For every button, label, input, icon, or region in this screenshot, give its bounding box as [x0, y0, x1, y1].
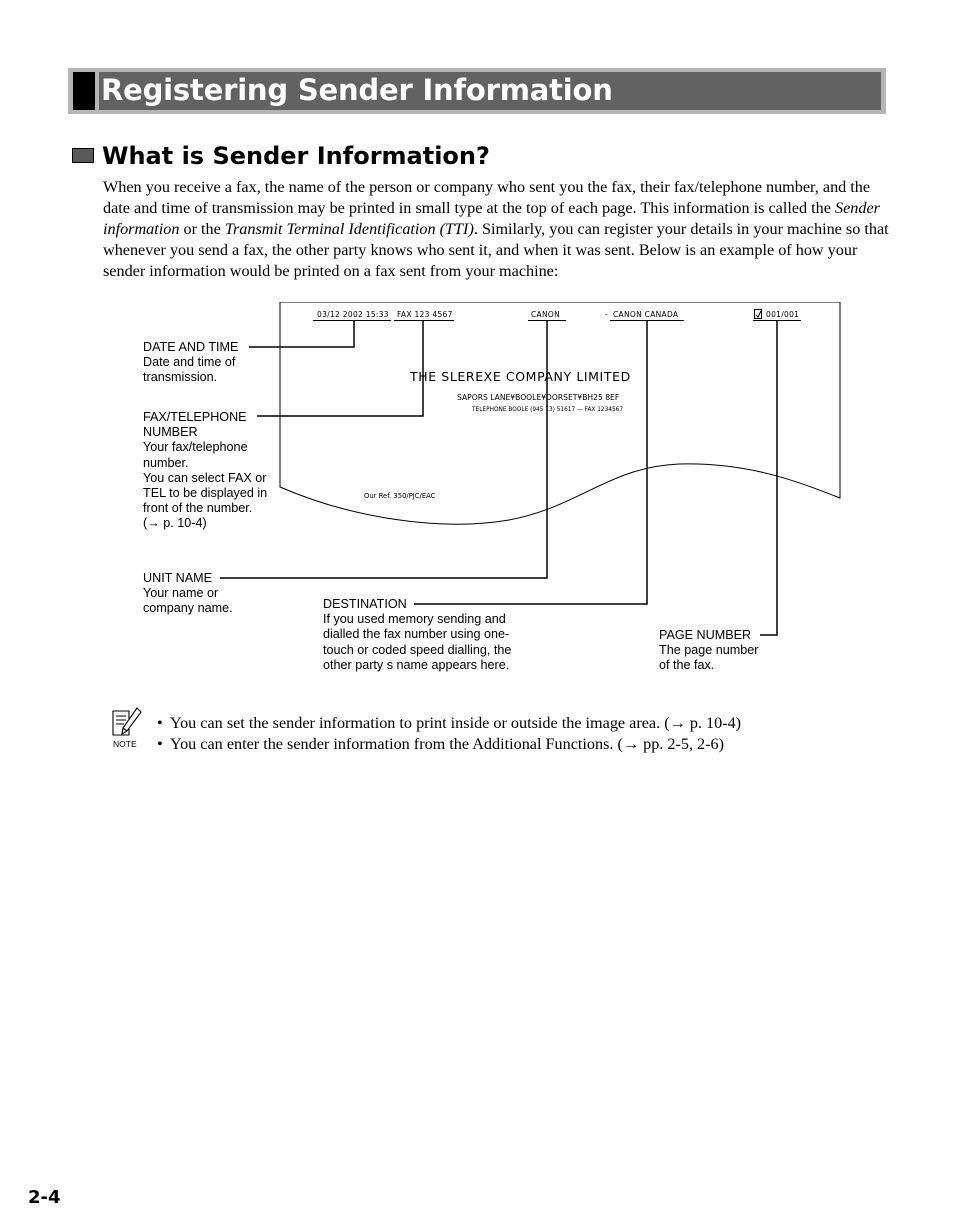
callout-unit-name-line: Your name or	[143, 586, 219, 601]
callout-date-time	[143, 340, 238, 386]
callout-date-time-title: DATE AND TIME	[143, 340, 239, 354]
fax-company-phone: TELEPHONE BOOLE (945 13) 51617 — FAX 1234567	[472, 407, 624, 413]
callout-page-number	[659, 628, 758, 674]
callout-destination	[323, 597, 511, 673]
callout-date-time-line: transmission.	[143, 370, 218, 385]
callout-destination-title: DESTINATION	[323, 597, 407, 611]
fax-header-fax-number: FAX 123 4567	[397, 310, 453, 319]
callout-destination-line: dialled the fax number using one-	[323, 627, 510, 642]
callout-unit-name-title: UNIT NAME	[143, 571, 213, 585]
intro-term-sender-information: Sender information	[103, 199, 880, 238]
callout-page-number-line: The page number	[659, 643, 759, 658]
note-item: • You can enter the sender information from the Additional Functions. (→ pp. 2-5, 2-6)	[157, 734, 741, 755]
fax-company-address: SAPORS LANE¥BOOLE¥DORSET¥BH25 8EF	[457, 393, 620, 402]
callout-unit-name	[143, 571, 233, 617]
note-list	[157, 713, 741, 755]
fax-header-page: 001/001	[766, 310, 800, 319]
fax-number-leader	[257, 320, 423, 416]
callout-fax-telephone-line: You can select FAX or	[143, 470, 267, 485]
fax-header-destination-prefix: -	[605, 310, 609, 319]
callout-fax-telephone-title: FAX/TELEPHONE	[143, 410, 247, 424]
callout-fax-telephone-line: Your fax/telephone	[143, 440, 248, 455]
callout-fax-telephone-line: TEL to be displayed in	[143, 486, 268, 501]
callout-fax-telephone-line: (→ p. 10-4)	[143, 516, 207, 531]
intro-text-1: When you receive a fax, the name of the person or company who sent you the fax, their fax/telephone number, and the date and time of transmission may be printed in small type at the top of each page. This information is called the	[103, 178, 871, 217]
callout-unit-name-line: company name.	[143, 601, 233, 616]
destination-leader	[414, 320, 647, 604]
callout-destination-line: touch or coded speed dialling, the	[323, 642, 512, 657]
note-label: NOTE	[113, 739, 137, 749]
fax-header-unit-name: CANON	[531, 310, 560, 319]
intro-text-3: . Similarly, you can register your details in your machine so that whenever you send a fax, the other party knows who sent it, and when it was sent. Below is an example of how your sender information would be printed on a fax sent from your machine:	[103, 220, 889, 280]
unit-name-leader	[220, 320, 547, 578]
note-item: • You can set the sender information to print inside or outside the image area. (→ p. 10-4)	[157, 713, 741, 734]
fax-header-datetime: 03/12 2002 15:33	[317, 310, 389, 319]
section-title: What is Sender Information?	[102, 142, 490, 170]
callout-page-number-line: of the fax.	[659, 658, 715, 673]
callout-fax-telephone-line: front of the number.	[143, 501, 253, 516]
callout-fax-telephone	[143, 410, 267, 532]
callout-date-time-line: Date and time of	[143, 355, 236, 370]
callout-page-number-title: PAGE NUMBER	[659, 628, 752, 642]
page-number-leader	[760, 320, 777, 635]
callout-fax-telephone-line: number.	[143, 455, 189, 470]
intro-term-tti: Transmit Terminal Identification (TTI)	[224, 220, 474, 238]
page-number: 2-4	[28, 1187, 61, 1208]
callout-fax-telephone-line: NUMBER	[143, 425, 198, 440]
datetime-leader	[249, 320, 354, 347]
fax-header-destination: CANON CANADA	[613, 310, 679, 319]
intro-text-2: or the	[179, 220, 225, 238]
callout-destination-line: If you used memory sending and	[323, 612, 506, 627]
fax-company-name: THE SLEREXE COMPANY LIMITED	[410, 369, 631, 384]
callout-destination-line: other party s name appears here.	[323, 657, 510, 672]
fax-reference: Our Ref. 350/PJC/EAC	[364, 492, 436, 500]
chapter-title: Registering Sender Information	[101, 73, 613, 107]
